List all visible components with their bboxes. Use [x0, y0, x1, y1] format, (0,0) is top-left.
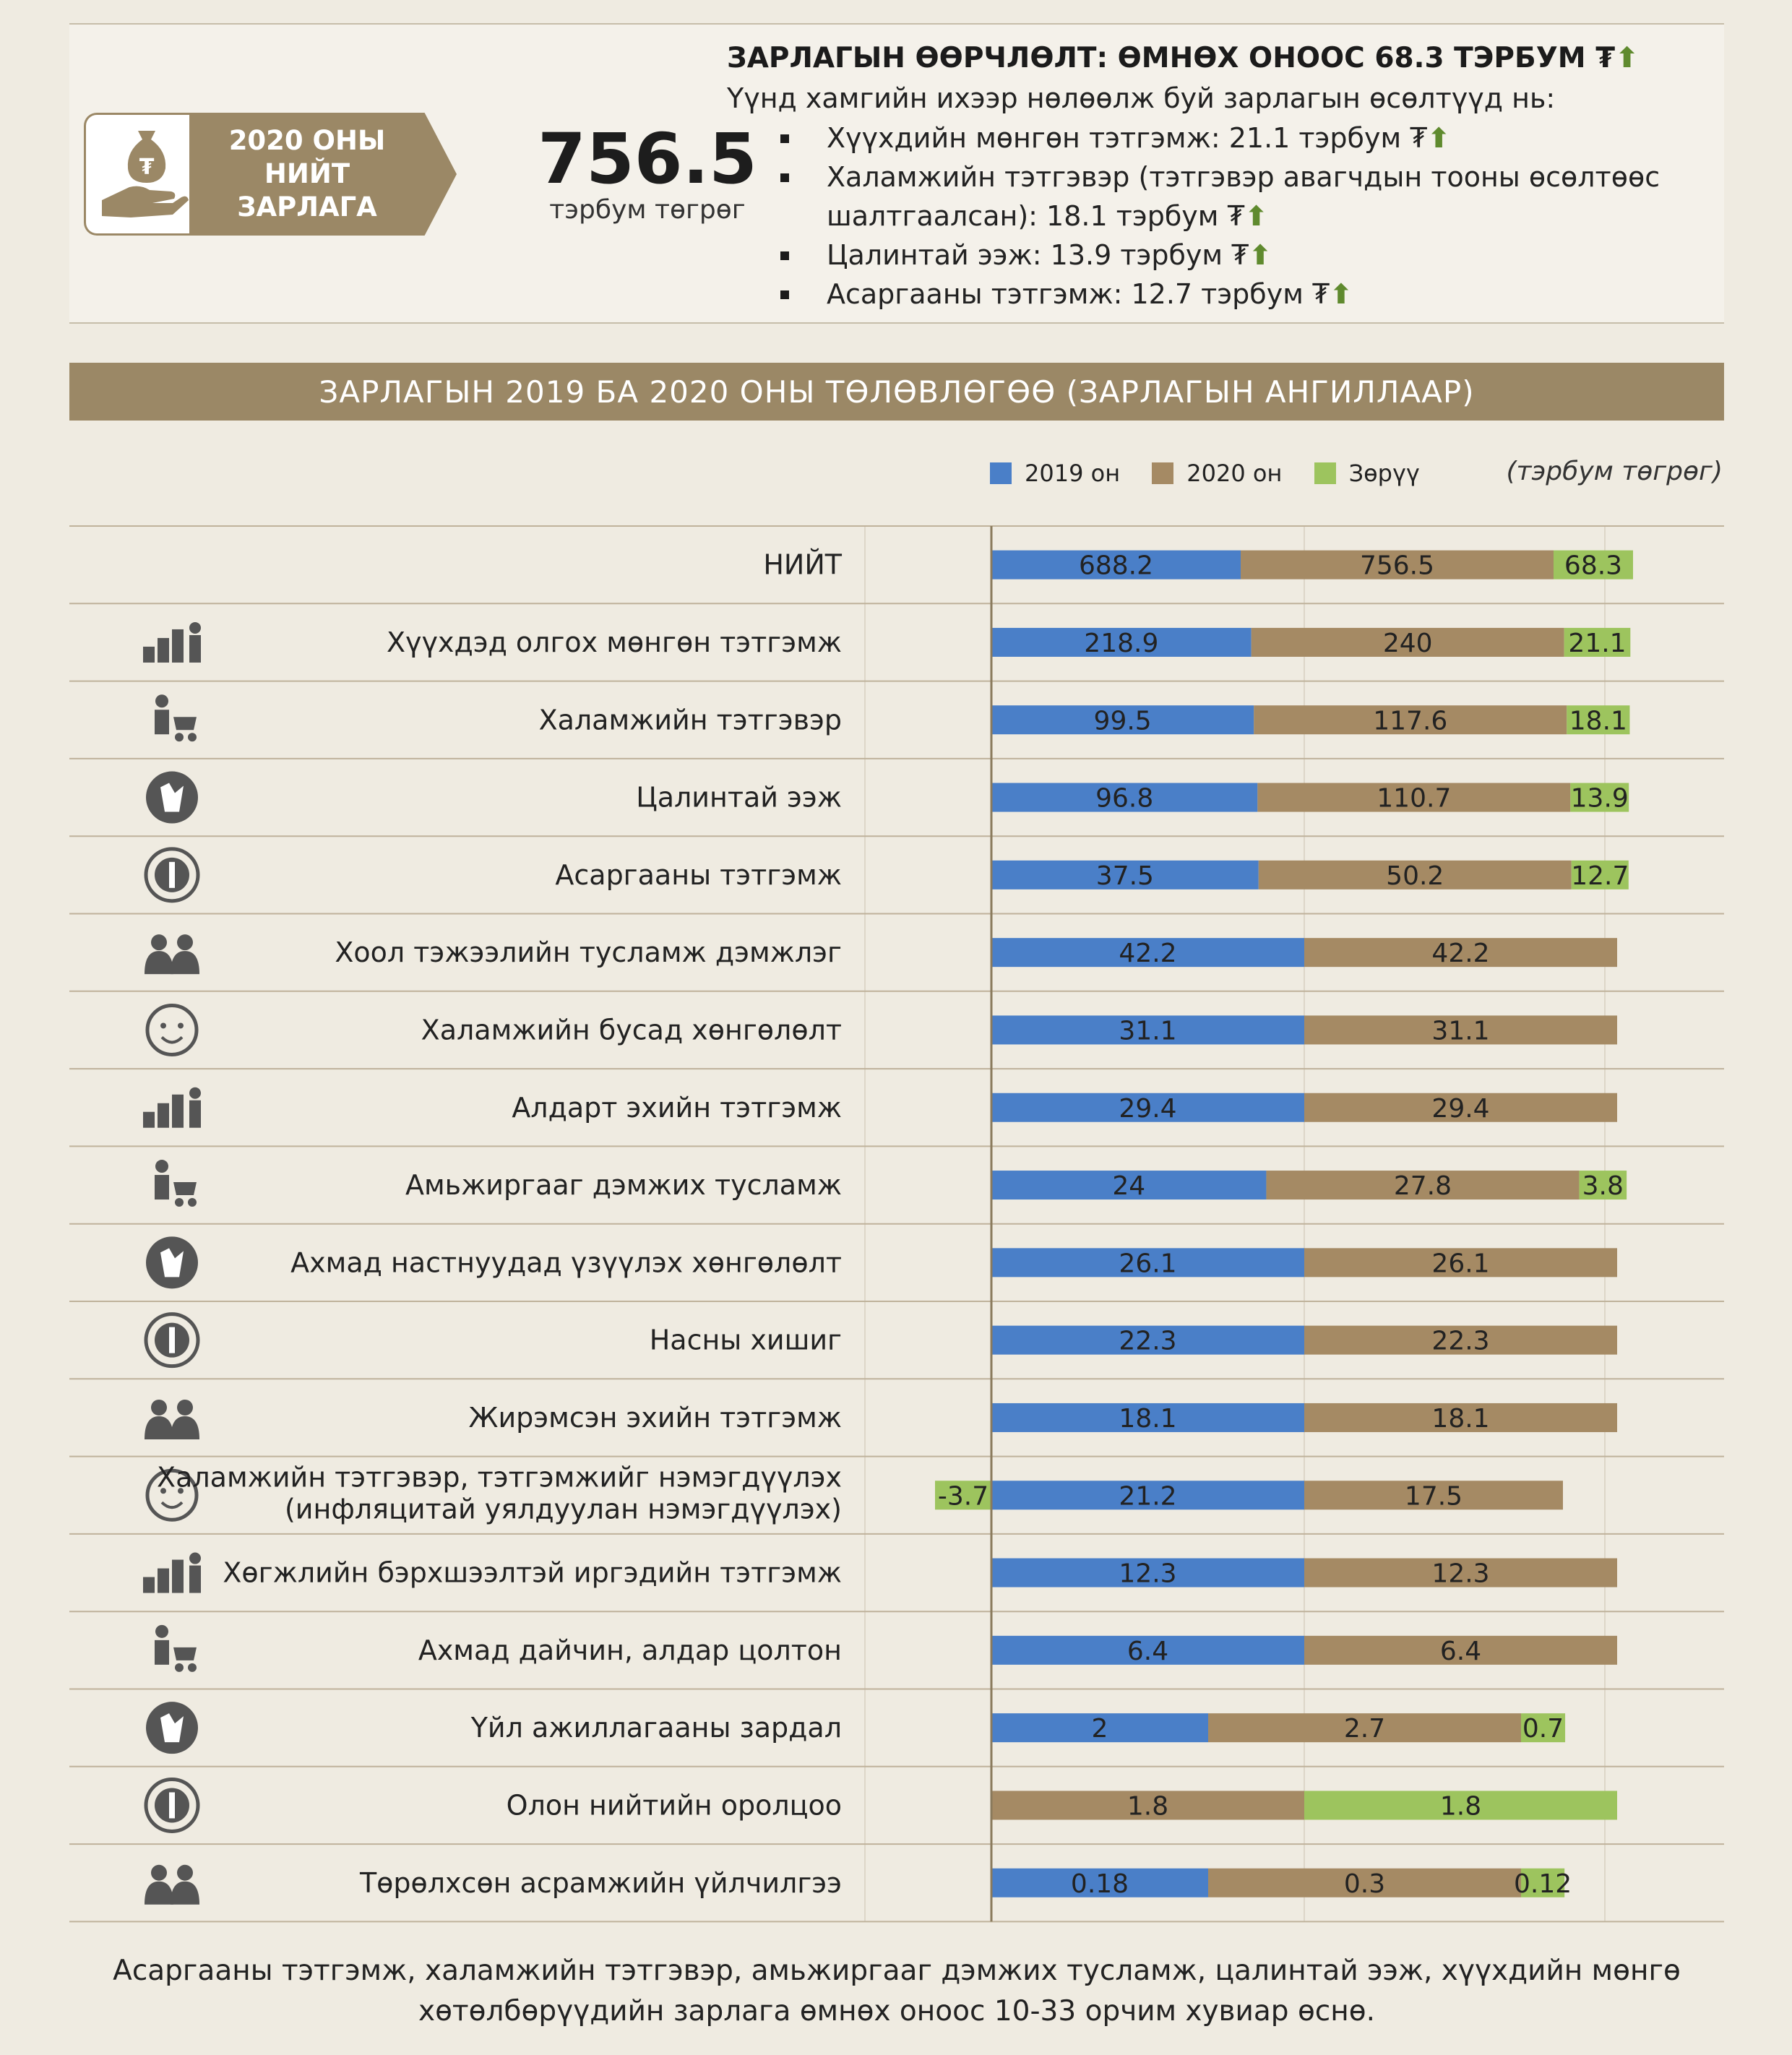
bar-label: 756.5: [1359, 551, 1435, 581]
row-label: Олон нийтийн оролцоо: [506, 1789, 842, 1822]
bar-label: 37.5: [1095, 861, 1154, 891]
bar-label: 1.8: [1439, 1791, 1482, 1822]
legend-label: 2019 он: [1025, 460, 1121, 487]
up-arrow-icon: ⬆: [1615, 42, 1639, 74]
row-label: Үйл ажиллагааны зардал: [470, 1712, 842, 1744]
bar-label: 2.7: [1343, 1714, 1386, 1744]
legend-item-2020: [1152, 460, 1282, 487]
bar-label: 0.12: [1514, 1869, 1572, 1899]
bar-label: 26.1: [1431, 1249, 1490, 1279]
svg-text:₮: ₮: [139, 155, 155, 180]
list-item: [777, 158, 1731, 236]
row-label: Асаргааны тэтгэмж: [555, 858, 842, 891]
list-item: [777, 275, 1731, 314]
caring-hand-icon: [146, 849, 198, 901]
money-plant-hand-icon: [146, 1314, 198, 1366]
bar-label: 24: [1112, 1171, 1146, 1202]
footnote-line: Асаргааны тэтгэмж, халамжийн тэтгэвэр, амьжиргааг дэмжих тусламж, цалинтай ээж, хүүхдийн мөнгө: [113, 1955, 1681, 1987]
row-label: Ахмад дайчин, алдар цолтон: [418, 1634, 842, 1666]
row-label: Хоол тэжээлийн тусламж дэмжлэг: [335, 936, 842, 969]
bar-label: 18.1: [1119, 1403, 1177, 1434]
bar-label: 22.3: [1119, 1326, 1177, 1356]
elderly-couple-icon: [146, 1236, 198, 1288]
row-label: Насны хишиг: [649, 1324, 842, 1356]
list-item: [777, 119, 1731, 158]
bar-label: 1.8: [1127, 1791, 1169, 1822]
coins-cash-icon: [146, 1702, 198, 1754]
bar-label: 68.3: [1564, 551, 1623, 581]
bar-label: 18.1: [1431, 1403, 1490, 1434]
food-plate-icon: [145, 934, 199, 974]
change-title: [727, 42, 1717, 74]
total-expenditure-unit: тэрбум төгрөг: [549, 195, 746, 225]
up-arrow-icon: ⬆: [1249, 239, 1272, 271]
badge-frame: [84, 113, 202, 236]
bar-label: 12.3: [1431, 1559, 1490, 1589]
row-label: Халамжийн бусад хөнгөлөлт: [421, 1014, 842, 1046]
bar-label: 31.1: [1119, 1016, 1177, 1046]
up-arrow-icon: ⬆: [1427, 122, 1451, 154]
bar-label: 18.1: [1569, 706, 1627, 736]
bar-label: 240: [1382, 628, 1433, 658]
row-label: Төрөлхсөн асрамжийн үйлчилгээ: [359, 1866, 842, 1899]
bar-label: 6.4: [1127, 1636, 1169, 1666]
row-label: Алдарт эхийн тэтгэмж: [512, 1091, 842, 1124]
bar-label: 13.9: [1570, 783, 1629, 814]
unit-label: (тэрбум төгрөг): [1506, 457, 1723, 486]
row-label: Ахмад настнуудад үзүүлэх хөнгөлөлт: [290, 1246, 842, 1279]
bar-label: 42.2: [1431, 939, 1490, 969]
footnote: [69, 1951, 1724, 2032]
bar-label: 96.8: [1095, 783, 1154, 814]
bar-label: 110.7: [1377, 783, 1452, 814]
bar-label: 0.3: [1343, 1869, 1386, 1899]
community-group-icon: [146, 1779, 198, 1831]
row-label: Халамжийн тэтгэвэр: [538, 704, 842, 736]
bar-label: 26.1: [1119, 1249, 1177, 1279]
summary-panel: [69, 23, 1724, 324]
row-label: Цалинтай ээж: [636, 781, 842, 814]
change-title-text: ЗАРЛАГЫН ӨӨРЧЛӨЛТ: ӨМНӨХ ОНООС 68.3 ТЭРБУМ ₮: [727, 42, 1616, 74]
legend-label: 2020 он: [1186, 460, 1283, 487]
change-list: [777, 119, 1731, 314]
row-label: Жирэмсэн эхийн тэтгэмж: [468, 1401, 842, 1434]
row-label: НИЙТ: [763, 548, 842, 581]
bar-label: 0.18: [1070, 1869, 1129, 1899]
badge-title: 2020 ОНЫ НИЙТ ЗАРЛАГА: [228, 125, 386, 223]
caregiver-wheelchair-icon: [145, 1865, 199, 1905]
change-item-text: Халамжийн тэтгэвэр (тэтгэвэр авагчдын тооны өсөлтөөс шалтгаалсан): 18.1 тэрбум ₮: [827, 161, 1660, 232]
money-bag-hand-icon: [155, 1160, 197, 1207]
umbrella-person-icon: [147, 1005, 197, 1054]
legend-swatch-2019: [990, 462, 1012, 484]
veteran-icon: [155, 1625, 197, 1672]
legend-label: Зөрүү: [1348, 460, 1420, 487]
bar-label: 218.9: [1084, 628, 1159, 658]
bar-label: 29.4: [1431, 1093, 1490, 1124]
wheelchair-icon: [143, 1553, 201, 1593]
bar-label: 3.8: [1582, 1171, 1624, 1202]
bar-label: 12.3: [1119, 1559, 1177, 1589]
mother-stroller-icon: [146, 772, 198, 824]
chart-legend: [990, 460, 1444, 487]
hero-mother-medal-icon: [143, 1087, 201, 1128]
bar-label: 27.8: [1393, 1171, 1452, 1202]
bar-label: 50.2: [1386, 861, 1444, 891]
up-arrow-icon: ⬆: [1330, 278, 1353, 310]
up-arrow-icon: ⬆: [1244, 200, 1268, 232]
bar-label: 31.1: [1431, 1016, 1490, 1046]
bar-label: 22.3: [1431, 1326, 1490, 1356]
change-item-text: Асаргааны тэтгэмж: 12.7 тэрбум ₮: [827, 278, 1330, 310]
row-label: Хөгжлийн бэрхшээлтэй иргэдийн тэтгэмж: [223, 1556, 842, 1589]
change-item-text: Цалинтай ээж: 13.9 тэрбум ₮: [827, 239, 1249, 271]
bar-label: 99.5: [1093, 706, 1152, 736]
bar-label: 17.5: [1404, 1481, 1463, 1512]
bar-label: 12.7: [1571, 861, 1629, 891]
baby-face-icon: [143, 622, 201, 663]
money-hand-icon: [86, 115, 194, 231]
list-item: [777, 236, 1731, 275]
total-expenditure-value: 756.5: [538, 119, 757, 199]
pregnant-mother-icon: [145, 1400, 199, 1439]
bar-label: -3.7: [937, 1481, 989, 1512]
row-label: Халамжийн тэтгэвэр, тэтгэмжийг нэмэгдүүлэх (инфляцитай уялдуулан нэмэгдүүлэх): [157, 1461, 842, 1525]
bar-label: 42.2: [1119, 939, 1177, 969]
legend-item-diff: [1314, 460, 1420, 487]
legend-swatch-diff: [1314, 462, 1336, 484]
section-title: ЗАРЛАГЫН 2019 БА 2020 ОНЫ ТӨЛӨВЛӨГӨӨ (ЗАРЛАГЫН АНГИЛЛААР): [69, 363, 1724, 421]
bar-label: 21.2: [1119, 1481, 1177, 1512]
row-label: Амьжиргааг дэмжих тусламж: [405, 1169, 842, 1202]
bar-label: 0.7: [1522, 1714, 1564, 1744]
footnote-line: хөтөлбөрүүдийн зарлага өмнөх оноос 10-33 орчим хувиар өснө.: [418, 1995, 1376, 2028]
bar-label: 29.4: [1119, 1093, 1177, 1124]
legend-item-2019: [990, 460, 1120, 487]
bar-label: 21.1: [1568, 628, 1627, 658]
bar-label: 2: [1091, 1714, 1108, 1744]
bar-label: 117.6: [1373, 706, 1448, 736]
change-intro: Үүнд хамгийн ихээр нөлөөлж буй зарлагын өсөлтүүд нь:: [727, 82, 1556, 114]
bar-label: 688.2: [1078, 551, 1154, 581]
row-label: Хүүхдэд олгох мөнгөн тэтгэмж: [386, 626, 842, 658]
elderly-coins-icon: [155, 694, 197, 741]
change-item-text: Хүүхдийн мөнгөн тэтгэмж: 21.1 тэрбум ₮: [827, 122, 1428, 154]
legend-swatch-2020: [1152, 462, 1173, 484]
bar-label: 6.4: [1439, 1636, 1482, 1666]
